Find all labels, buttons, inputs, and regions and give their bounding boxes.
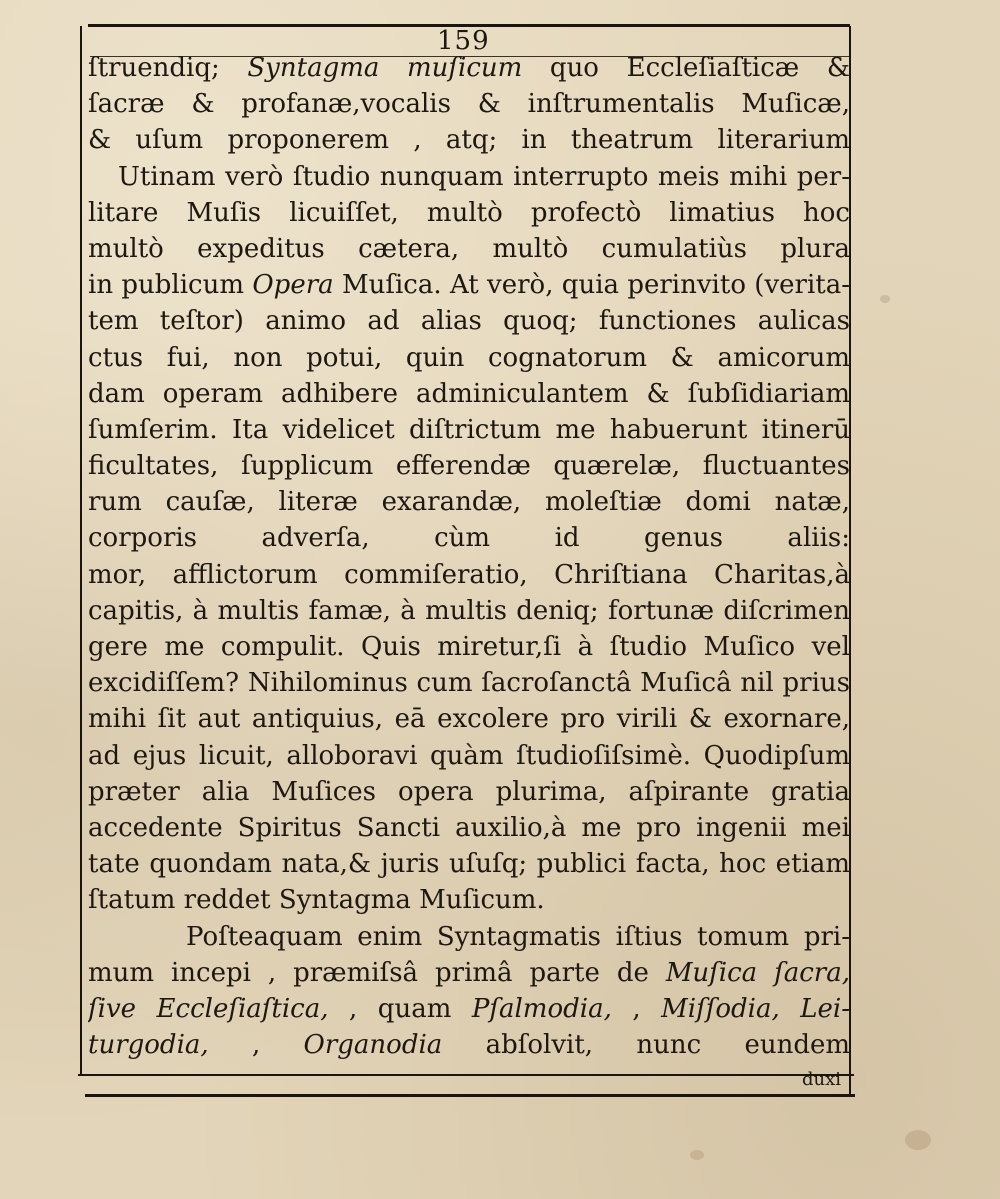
text-line [88, 303, 850, 339]
text-run: ſtatum reddet Syntagma Muſicum. [88, 885, 545, 916]
text-line [88, 86, 850, 122]
text-run: gere me compulit. Quis miretur,ſi à ſtudio Muſico vel [88, 632, 850, 662]
text-run: corporis adverſa, cùm id genus aliis: [88, 523, 850, 554]
text-run: accedente Spiritus Sancti auxilio,à me pro ingenii mei [88, 812, 850, 843]
italic-text-run: Muſica ſacra, [665, 957, 850, 988]
text-run: abſolvit, nunc eundem [485, 1030, 850, 1061]
text-run: ſacræ & profanæ,vocalis & inſtrumentalis Muſicæ, [88, 89, 850, 120]
text-line [88, 593, 850, 629]
text-line [88, 159, 850, 195]
text-line [88, 629, 850, 665]
italic-text-run: Opera [252, 270, 334, 301]
italic-text-run: ſive Eccleſiaſtica, [88, 993, 329, 1024]
italic-text-run: turgodia, [88, 1030, 209, 1061]
page-number: 159 [437, 26, 490, 56]
text-run: multò expeditus cætera, multò cumulatiùs plura [88, 233, 850, 264]
text-run: , [208, 1030, 304, 1061]
text-line [88, 340, 850, 376]
text-line [88, 919, 850, 955]
text-line [88, 50, 850, 86]
text-run: præter alia Muſices opera plurima, aſpirante gratia [88, 776, 850, 807]
text-line [88, 701, 850, 737]
text-run: rum cauſæ, literæ exarandæ, moleſtiæ domi natæ, [88, 487, 850, 518]
text-line [88, 484, 850, 520]
italic-text-run: Pſalmodia, [471, 993, 612, 1024]
italic-text-run: Lei- [800, 993, 850, 1024]
text-run [780, 994, 801, 1024]
text-run: litare Muſis licuiſſet, multò profectò limatius hoc [88, 197, 850, 228]
text-line [88, 774, 850, 810]
text-line [88, 738, 850, 774]
text-run: ſtruendiq; [88, 53, 248, 83]
text-run: excidiſſem? Nihilominus cum ſacroſanctâ Muſicâ nil prius [88, 668, 850, 699]
text-run: ficultates, ſupplicum efferendæ quærelæ, fluctuantes [88, 451, 850, 482]
text-run: tate quondam nata,& juris uſuſq; publici facta, hoc etiam [88, 849, 850, 880]
text-run: capitis, à multis famæ, à multis deniq; fortunæ diſcrimen [88, 595, 850, 626]
text-run: dam operam adhibere adminiculantem & ſubſidiariam [88, 378, 850, 409]
text-line [88, 448, 850, 484]
text-line [88, 122, 850, 158]
text-run: mor, afflictorum commiſeratio, Chriſtiana Charitas,à [88, 559, 850, 590]
text-line [88, 846, 850, 882]
bottom-border-rule-outer [85, 1094, 855, 1097]
text-line [88, 955, 850, 991]
body-text [88, 50, 850, 1063]
text-run: ſumſerim. Ita videlicet diſtrictum me habuerunt itinerū [88, 414, 850, 445]
paper-stain [880, 295, 890, 303]
catchword: duxi [802, 1069, 842, 1090]
text-line [88, 195, 850, 231]
text-line [88, 810, 850, 846]
bottom-border-rule [78, 1074, 854, 1076]
text-line [88, 267, 850, 303]
text-line [88, 665, 850, 701]
text-run: Muſica. At verò, quia perinvito (verita- [333, 270, 850, 301]
text-line [88, 882, 850, 918]
text-line [88, 1027, 850, 1063]
text-run: , [611, 993, 662, 1024]
italic-text-run: Syntagma muſicum [247, 53, 523, 83]
text-run: tem teſtor) animo ad alias quoq; functiones aulicas [88, 306, 850, 337]
paper-stain [690, 1150, 704, 1160]
text-run: Utinam verò ſtudio nunquam interrupto meis mihi per- [118, 161, 850, 192]
paper-stain [905, 1130, 931, 1150]
text-run: in publicum [88, 270, 253, 301]
text-line [88, 412, 850, 448]
text-run: ad ejus licuit, alloboravi quàm ſtudioſiſsimè. Quodipſum [88, 740, 850, 771]
text-run: , quam [328, 993, 472, 1024]
text-line [88, 991, 850, 1027]
text-line [88, 520, 850, 556]
text-line [88, 231, 850, 267]
text-run: & uſum proponerem , atq; in theatrum literarium [88, 125, 850, 156]
text-run: quo Eccleſiaſticæ & [549, 53, 850, 83]
text-run: ctus fui, non potui, quin cognatorum & amicorum [88, 342, 850, 373]
text-run: Poſteaquam enim Syntagmatis iſtius tomum pri- [186, 921, 850, 952]
text-line [88, 376, 850, 412]
italic-text-run: Organodia [303, 1030, 443, 1061]
italic-text-run: Miſſodia, [661, 993, 780, 1024]
text-run: mum incepi , præmiſsâ primâ parte de [88, 957, 666, 988]
left-border-rule [80, 26, 82, 1076]
text-run: mihi ſit aut antiquius, eā excolere pro virili & exornare, [88, 704, 850, 735]
text-line [88, 557, 850, 593]
